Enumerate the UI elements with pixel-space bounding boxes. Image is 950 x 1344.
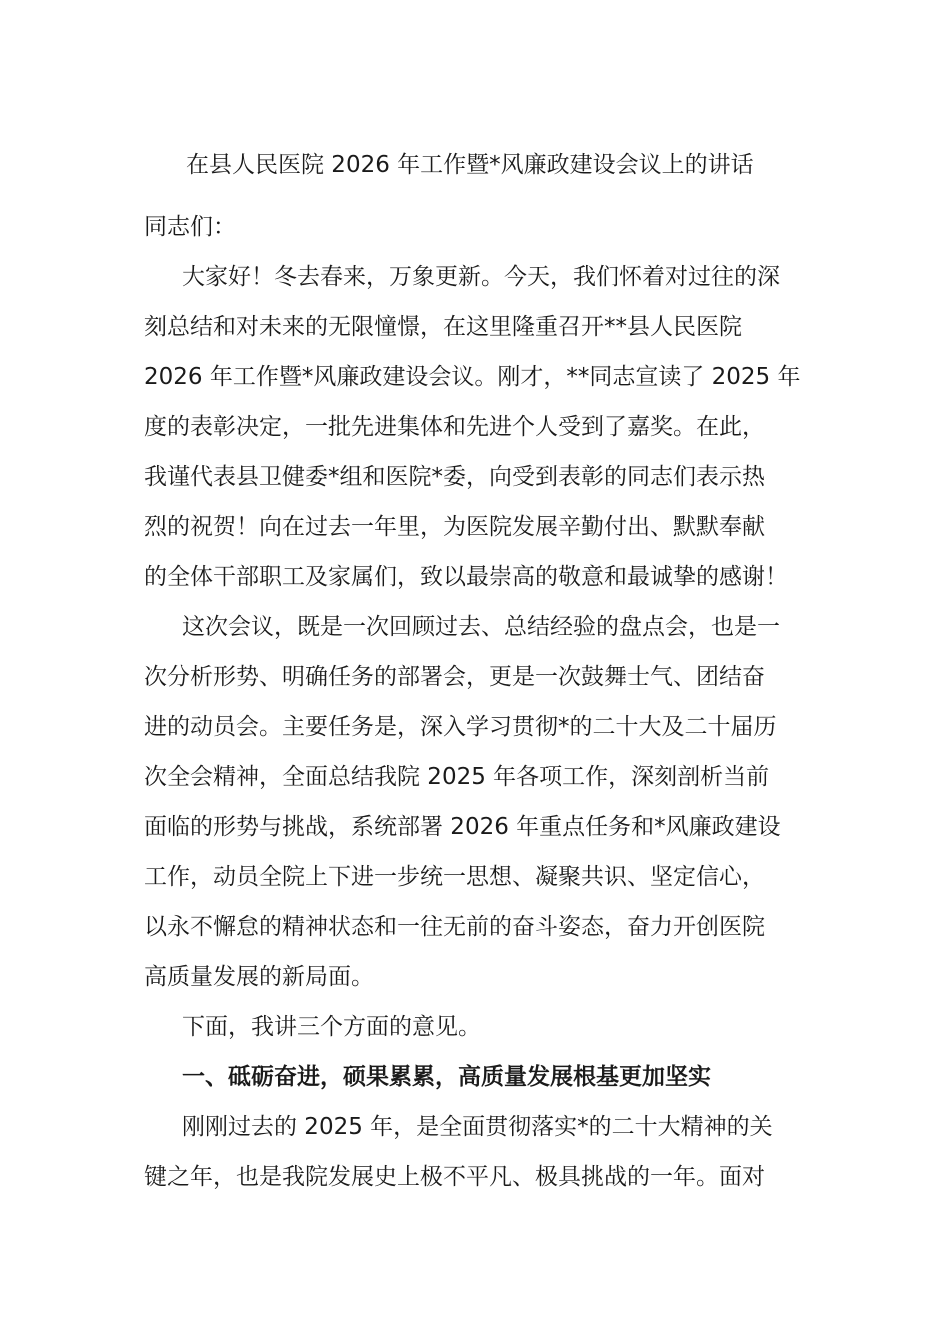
- paragraph-line: 进的动员会。主要任务是，深入学习贯彻*的二十大及二十届历: [144, 714, 777, 740]
- paragraph-line: 次全会精神，全面总结我院 2025 年各项工作，深刻剖析当前: [144, 764, 770, 790]
- paragraph-line: 我谨代表县卫健委*组和医院*委，向受到表彰的同志们表示热: [144, 464, 765, 490]
- paragraph-line: 的全体干部职工及家属们，致以最崇高的敬意和最诚挚的感谢！: [144, 564, 788, 590]
- paragraph-line: 刚刚过去的 2025 年，是全面贯彻落实*的二十大精神的关: [182, 1114, 773, 1140]
- paragraph-line: 键之年，也是我院发展史上极不平凡、极具挑战的一年。面对: [144, 1164, 765, 1190]
- paragraph-line: 烈的祝贺！向在过去一年里，为医院发展辛勤付出、默默奉献: [144, 514, 765, 540]
- paragraph-line: 高质量发展的新局面。: [144, 964, 374, 990]
- document-title: 在县人民医院 2026 年工作暨*风廉政建设会议上的讲话: [186, 152, 754, 178]
- paragraph-line: 面临的形势与挑战，系统部署 2026 年重点任务和*风廉政建设: [144, 814, 781, 840]
- paragraph-line: 下面，我讲三个方面的意见。: [182, 1014, 481, 1040]
- paragraph-line: 这次会议，既是一次回顾过去、总结经验的盘点会，也是一: [182, 614, 780, 640]
- paragraph-line: 刻总结和对未来的无限憧憬，在这里隆重召开**县人民医院: [144, 314, 742, 340]
- paragraph-line: 工作，动员全院上下进一步统一思想、凝聚共识、坚定信心，: [144, 864, 765, 890]
- salutation-line: 同志们：: [144, 214, 236, 240]
- document-body: [144, 206, 808, 1206]
- paragraph-line: 度的表彰决定，一批先进集体和先进个人受到了嘉奖。在此，: [144, 414, 765, 440]
- paragraph-line: 以永不懈怠的精神状态和一往无前的奋斗姿态，奋力开创医院: [144, 914, 765, 940]
- paragraph-line: 2026 年工作暨*风廉政建设会议。刚才，**同志宣读了 2025 年: [144, 364, 801, 390]
- section-heading: 一、砥砺奋进，硕果累累，高质量发展根基更加坚实: [182, 1064, 711, 1090]
- paragraph-line: 大家好！冬去春来，万象更新。今天，我们怀着对过往的深: [182, 264, 780, 290]
- paragraph-line: 次分析形势、明确任务的部署会，更是一次鼓舞士气、团结奋: [144, 664, 765, 690]
